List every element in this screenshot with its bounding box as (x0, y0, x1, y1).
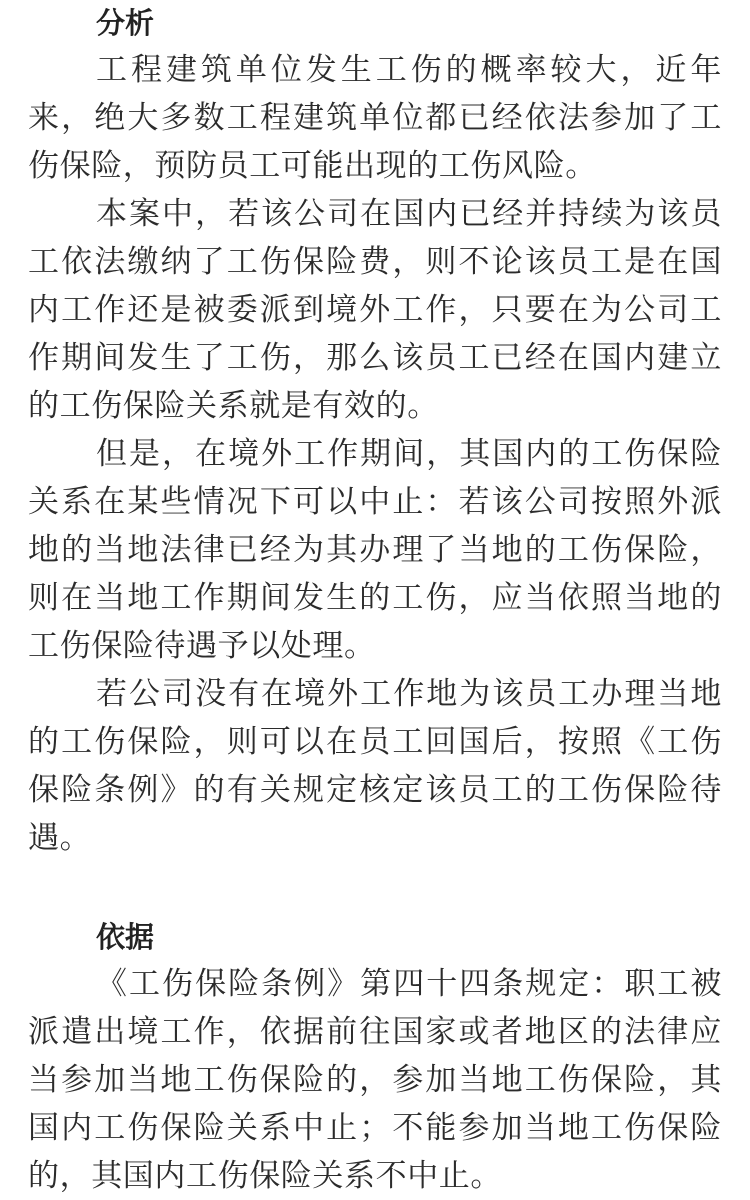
section-analysis (28, 0, 722, 862)
section-basis (28, 914, 722, 1200)
section-heading-basis: 依据 (96, 920, 155, 954)
section-heading-analysis: 分析 (96, 6, 155, 40)
paragraph: 工程建筑单位发生工伤的概率较大，近年来，绝大多数工程建筑单位都已经依法参加了工伤保险，预防员工可能出现的工伤风险。 (28, 52, 722, 184)
paragraph: 但是，在境外工作期间，其国内的工伤保险关系在某些情况下可以中止：若该公司按照外派地的当地法律已经为其办理了当地的工伤保险，则在当地工作期间发生的工伤，应当依照当地的工伤保险待遇予以处理。 (28, 436, 722, 664)
paragraph: 本案中，若该公司在国内已经并持续为该员工依法缴纳了工伤保险费，则不论该员工是在国内工作还是被委派到境外工作，只要在为公司工作期间发生了工伤，那么该员工已经在国内建立的工伤保险关系就是有效的。 (28, 196, 722, 424)
paragraph: 若公司没有在境外工作地为该员工办理当地的工伤保险，则可以在员工回国后，按照《工伤保险条例》的有关规定核定该员工的工伤保险待遇。 (28, 676, 722, 856)
paragraph: 《工伤保险条例》第四十四条规定：职工被派遣出境工作，依据前往国家或者地区的法律应当参加当地工伤保险的，参加当地工伤保险，其国内工伤保险关系中止；不能参加当地工伤保险的，其国内工伤保险关系不中止。 (28, 966, 722, 1194)
